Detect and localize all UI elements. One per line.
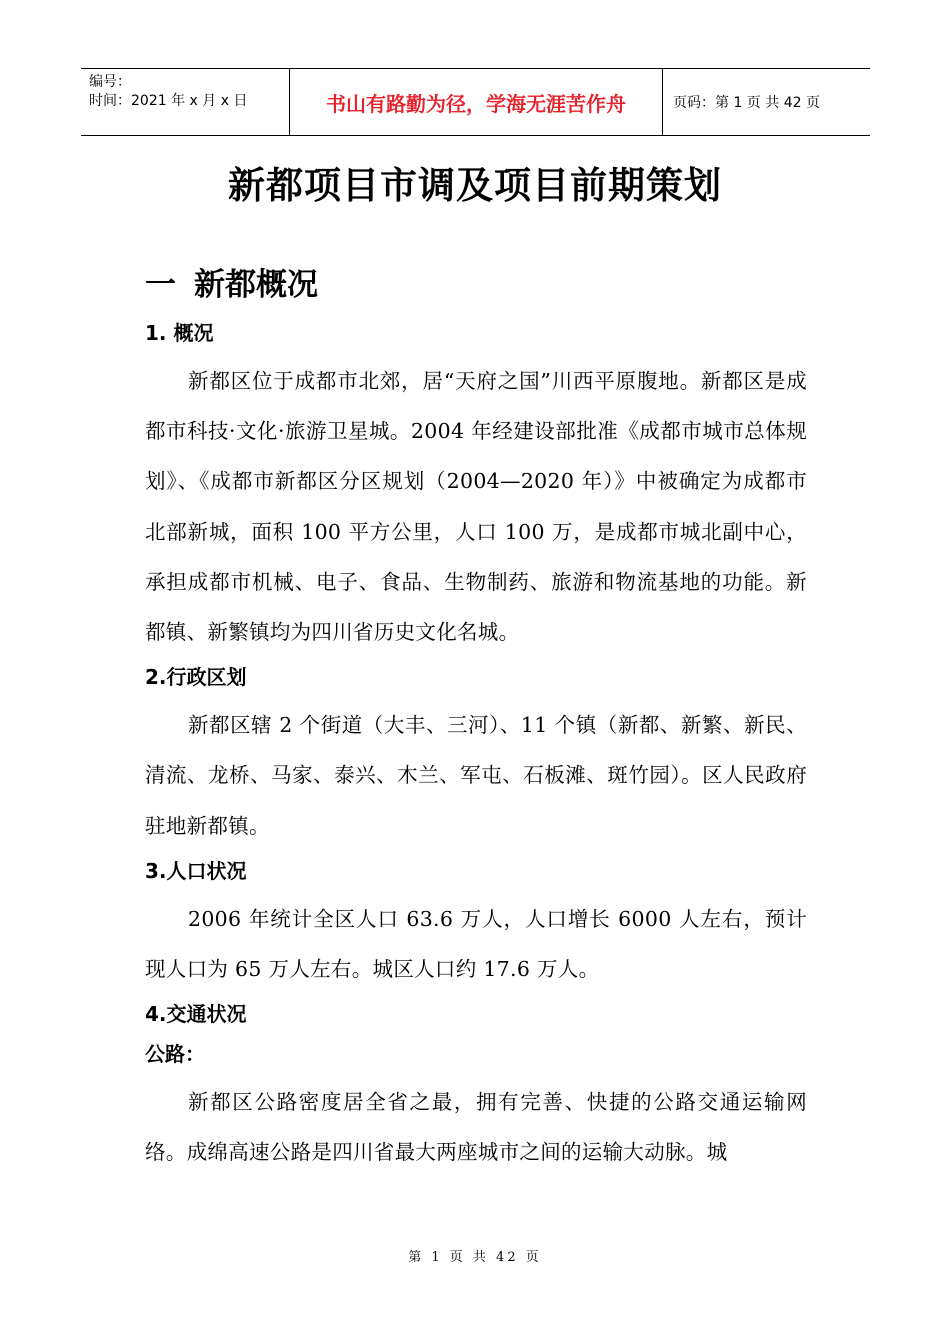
- section-heading: [145, 262, 807, 308]
- page-footer: 第 1 页 共 42 页: [408, 1250, 542, 1265]
- document-body: [145, 262, 807, 1181]
- number-label: 编号：: [89, 74, 131, 90]
- document-title: 新都项目市调及项目前期策划: [228, 164, 722, 207]
- section-title: 新都概况: [194, 267, 318, 303]
- subsection-heading-population: 3.人口状况: [145, 858, 247, 883]
- header-page-info: 页码：第 1 页 共 42 页: [663, 69, 871, 136]
- paragraph-roads: 新都区公路密度居全省之最，拥有完善、快捷的公路交通运输网络。成绵高速公路是四川省最大两座城市之间的运输大动脉。城: [145, 1090, 807, 1165]
- paragraph-overview: 新都区位于成都市北郊，居“天府之国”川西平原腹地。新都区是成都市科技·文化·旅游卫星城。2004 年经建设部批准《成都市城市总体规划》、《成都市新都区分区规划（2004—2020 年）》中被确定为成都市北部新城，面积 100 平方公里，人口 100 万，是成都市城北副中心，承担成都市机械、电子、食品、生物制药、旅游和物流基地的功能。新都镇、新繁镇均为四川省历史文化名城。: [145, 369, 807, 645]
- paragraph-population: 2006 年统计全区人口 63.6 万人，人口增长 6000 人左右，预计现人口为 65 万人左右。城区人口约 17.6 万人。: [145, 906, 807, 982]
- subsection-heading-roads: 公路：: [145, 1042, 205, 1067]
- header-meta-cell: [81, 69, 290, 136]
- document-header: [81, 68, 870, 136]
- section-number: 一: [145, 267, 176, 303]
- subsection-heading-transport: 4.交通状况: [145, 1002, 247, 1027]
- paragraph-administration: 新都区辖 2 个街道（大丰、三河）、11 个镇（新都、新繁、新民、清流、龙桥、马家、泰兴、木兰、军屯、石板滩、斑竹园）。区人民政府驻地新都镇。: [145, 713, 807, 838]
- date-label: 时间：2021 年 x 月 x 日: [89, 93, 248, 109]
- subsection-heading-overview: 1. 概况: [145, 321, 214, 345]
- header-motto: 书山有路勤为径，学海无涯苦作舟: [290, 69, 663, 136]
- subsection-heading-administration: 2.行政区划: [145, 665, 247, 690]
